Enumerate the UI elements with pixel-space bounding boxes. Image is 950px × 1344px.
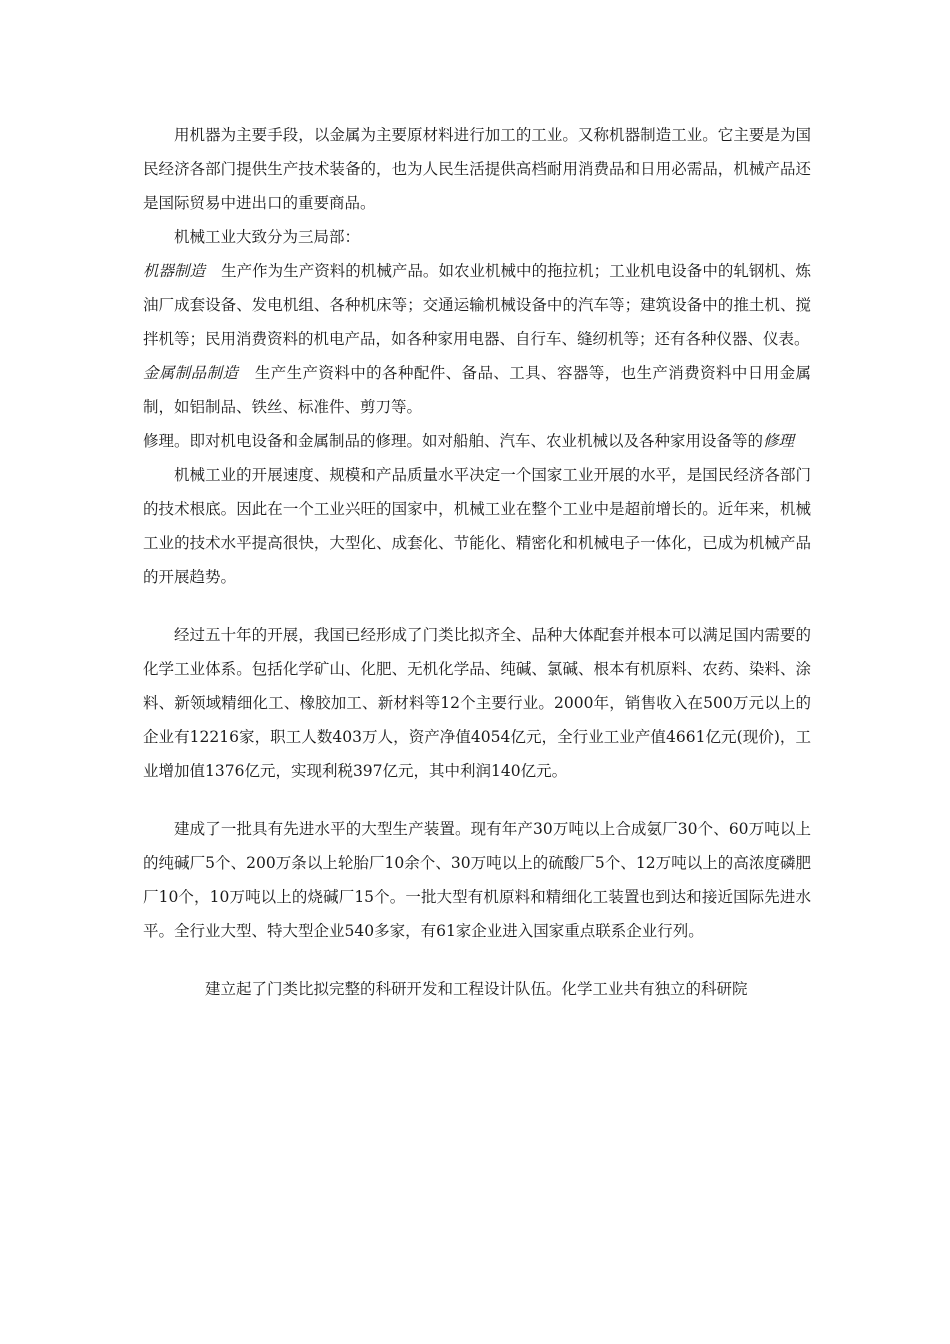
text-repair: 修理。即对机电设备和金属制品的修理。如对船舶、汽车、农业机械以及各种家用设备等的 [143,432,764,450]
document-body [143,118,811,1006]
paragraph-research-teams: 建立起了门类比拟完整的科研开发和工程设计队伍。化学工业共有独立的科研院 [205,980,748,998]
text-machine-manufacturing: 生产作为生产资料的机械产品。如农业机械中的拖拉机；工业机电设备中的轧钢机、炼油厂成套设备、发电机组、各种机床等；交通运输机械设备中的汽车等；建筑设备中的推土机、搅拌机等；民用消费资料的机电产品，如各种家用电器、自行车、缝纫机等；还有各种仪器、仪表。 [143,262,811,348]
paragraph-metal-products [143,356,811,424]
term-machine-manufacturing: 机器制造 [143,262,206,280]
paragraph-machine-manufacturing [143,254,811,356]
text-metal-products: 生产生产资料中的各种配件、备品、工具、容器等，也生产消费资料中日用金属制，如铝制品、铁丝、标准件、剪刀等。 [143,364,811,416]
paragraph-development-level: 机械工业的开展速度、规模和产品质量水平决定一个国家工业开展的水平，是国民经济各部门的技术根底。因此在一个工业兴旺的国家中，机械工业在整个工业中是超前增长的。近年来，机械工业的技术水平提高很快，大型化、成套化、节能化、精密化和机械电子一体化，已成为机械产品的开展趋势。 [143,466,811,586]
paragraph-three-parts: 机械工业大致分为三局部： [174,228,361,246]
paragraph-production-facilities: 建成了一批具有先进水平的大型生产装置。现有年产30万吨以上合成氨厂30个、60万吨以上的纯碱厂5个、200万条以上轮胎厂10余个、30万吨以上的硫酸厂5个、12万吨以上的高浓度磷肥厂10个，10万吨以上的烧碱厂15个。一批大型有机原料和精细化工装置也到达和接近国际先进水平。全行业大型、特大型企业540多家，有61家企业进入国家重点联系企业行列。 [143,820,811,940]
paragraph-chemical-industry: 经过五十年的开展，我国已经形成了门类比拟齐全、品种大体配套并根本可以满足国内需要的化学工业体系。包括化学矿山、化肥、无机化学品、纯碱、氯碱、根本有机原料、农药、染料、涂料、新领域精细化工、橡胶加工、新材料等12个主要行业。2000年，销售收入在500万元以上的企业有12216家，职工人数403万人，资产净值4054亿元，全行业工业产值4661亿元(现价)，工业增加值1376亿元，实现利税397亿元，其中利润140亿元。 [143,626,811,780]
paragraph-machinery-definition: 用机器为主要手段，以金属为主要原材料进行加工的工业。又称机器制造工业。它主要是为国民经济各部门提供生产技术装备的，也为人民生活提供高档耐用消费品和日用必需品，机械产品还是国际贸易中进出口的重要商品。 [143,126,811,212]
paragraph-repair [143,424,811,458]
term-metal-products: 金属制品制造 [143,364,239,382]
term-repair: 修理 [763,432,795,450]
